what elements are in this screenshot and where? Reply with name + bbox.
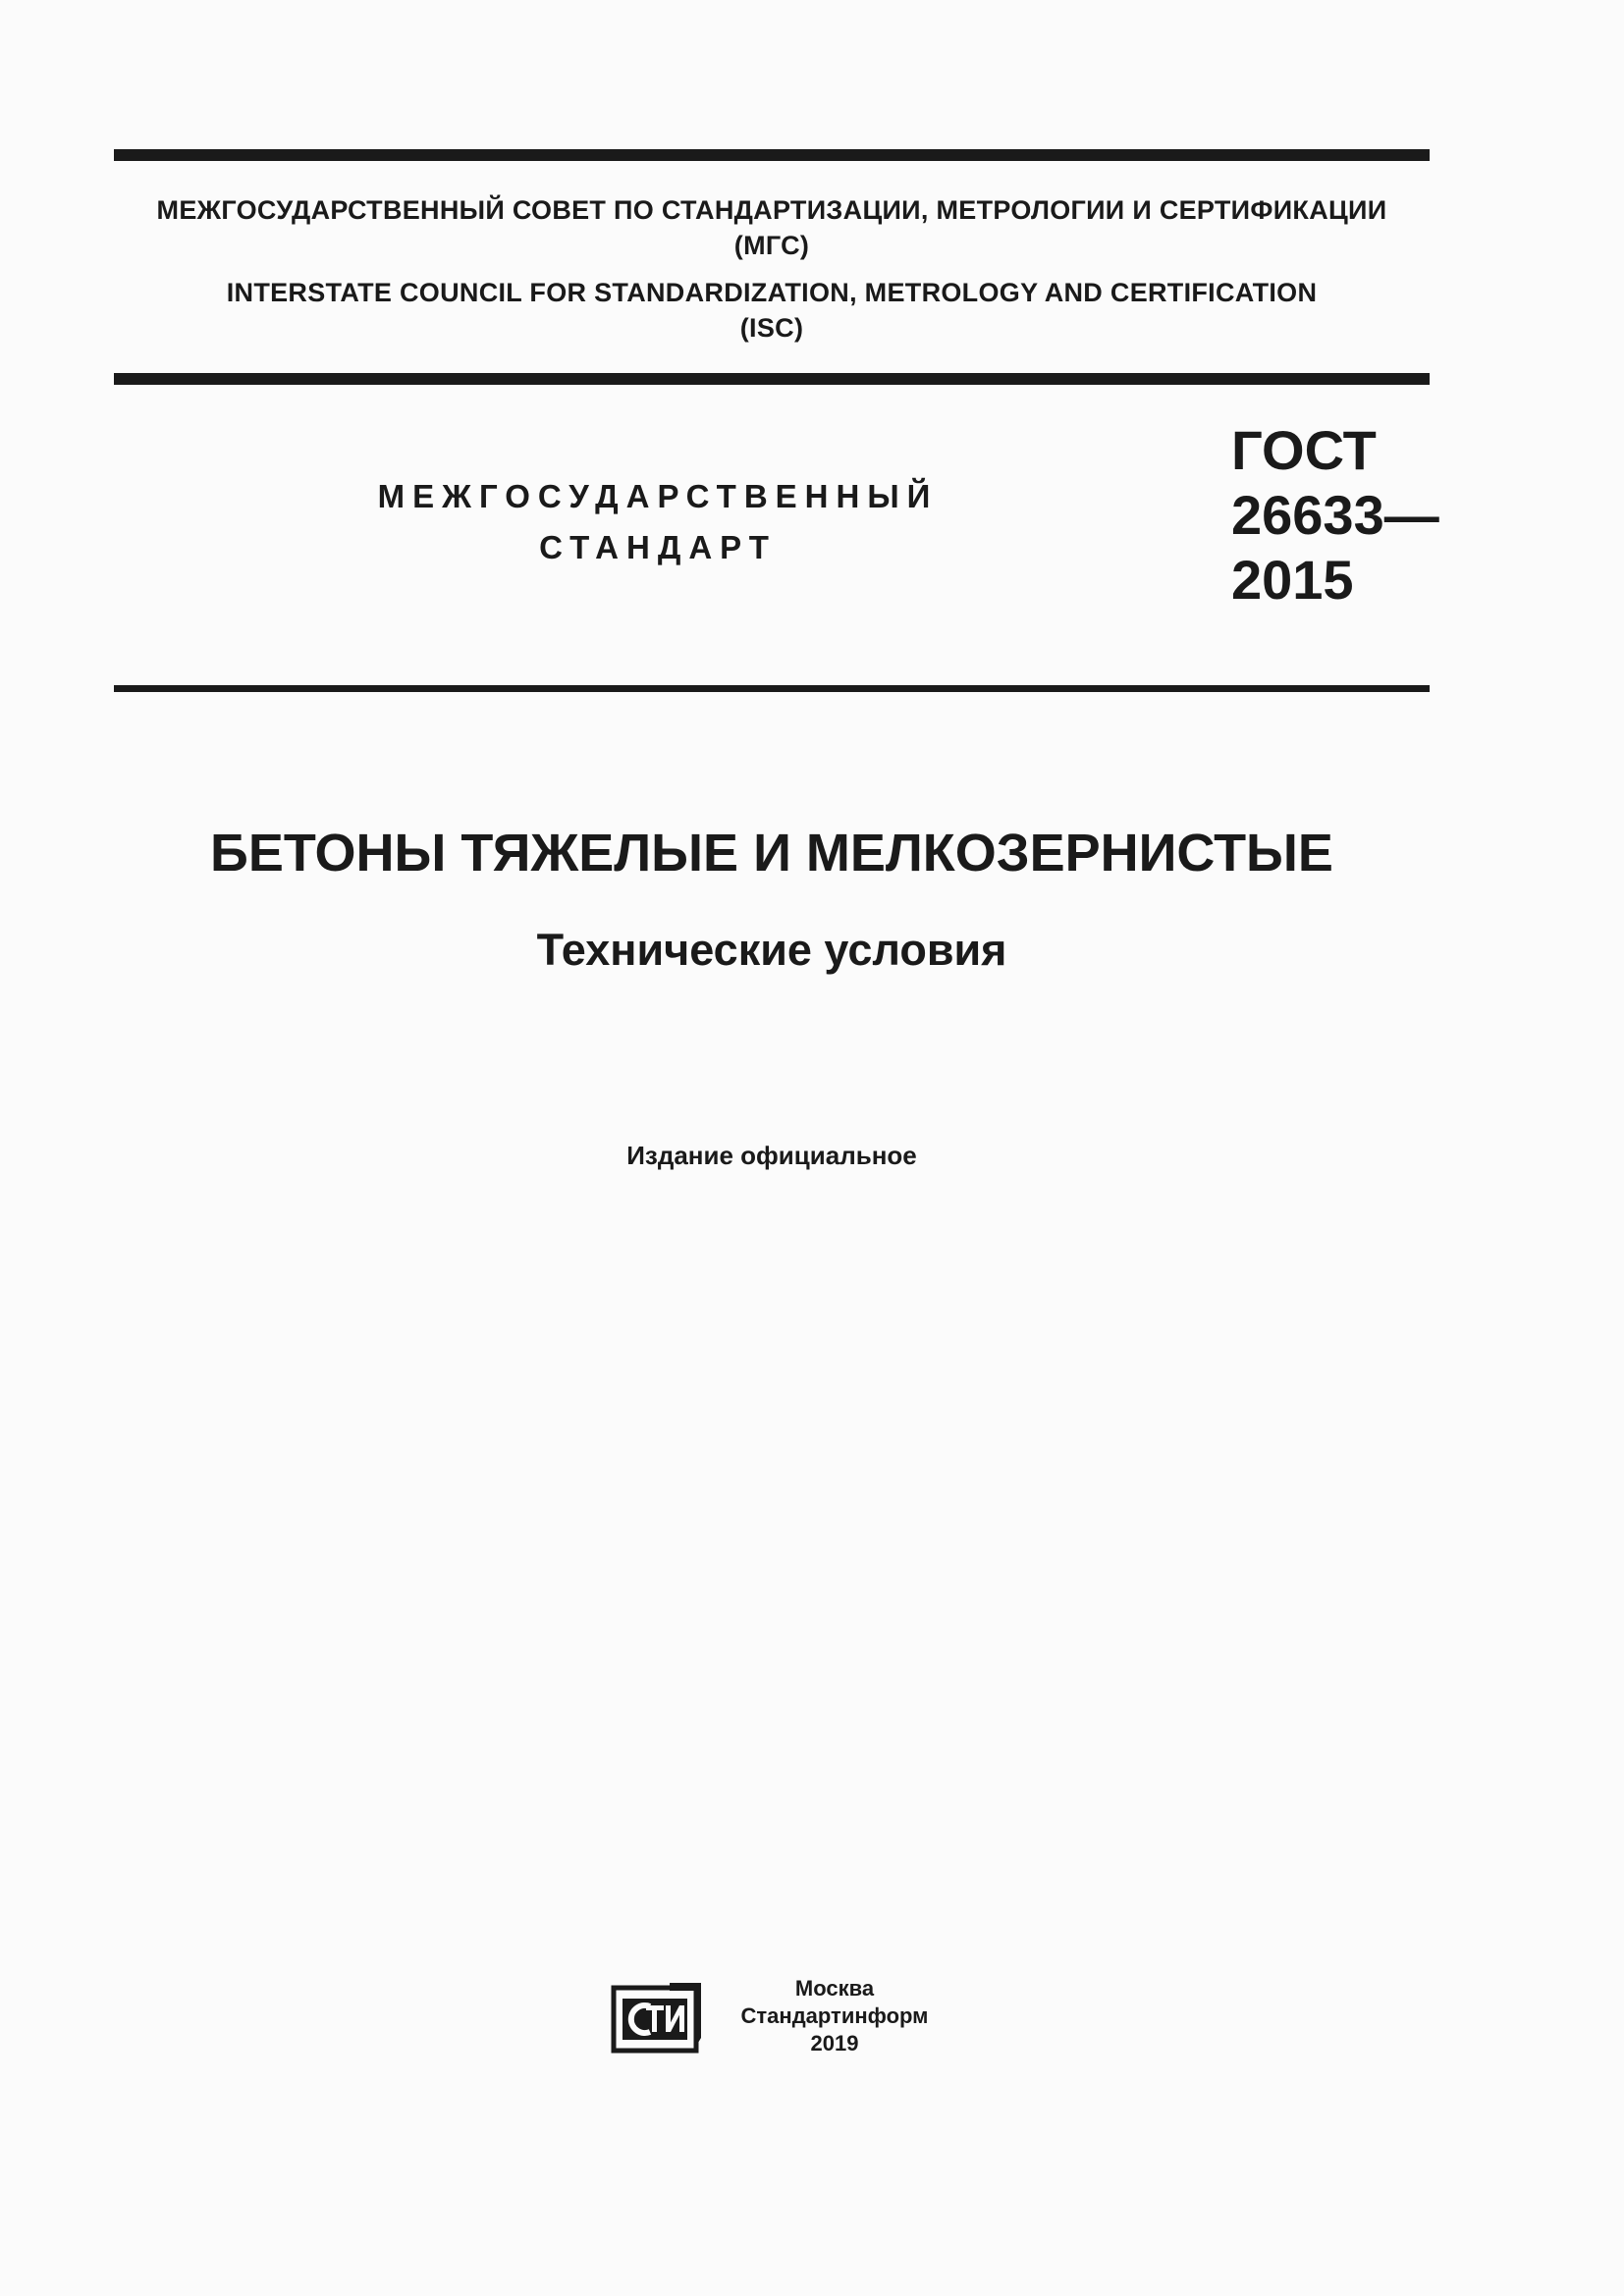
- publisher-name: Стандартинформ: [740, 2003, 929, 2028]
- middle-rule: [114, 373, 1430, 385]
- gost-label: ГОСТ: [1231, 419, 1377, 481]
- top-rule: [114, 149, 1430, 161]
- standard-type-line2: СТАНДАРТ: [539, 529, 777, 565]
- gost-number: 26633—: [1231, 484, 1439, 546]
- council-header: [114, 192, 1430, 346]
- publisher-block: [717, 1975, 952, 2057]
- council-abbr-en: (ISC): [739, 313, 804, 343]
- publisher-city: Москва: [794, 1976, 875, 2001]
- publisher-year: 2019: [810, 2031, 859, 2056]
- document-subtitle: Технические условия: [536, 925, 1007, 975]
- standard-type-line1: МЕЖГОСУДАРСТВЕННЫЙ: [377, 478, 939, 514]
- gost-designation: [1231, 418, 1439, 613]
- council-abbr-ru: (МГС): [733, 231, 810, 260]
- council-name-ru: МЕЖГОСУДАРСТВЕННЫЙ СОВЕТ ПО СТАНДАРТИЗАЦИИ, МЕТРОЛОГИИ И СЕРТИФИКАЦИИ: [156, 195, 1387, 225]
- standard-type: [363, 471, 952, 573]
- gost-year: 2015: [1231, 549, 1354, 611]
- council-name-en: INTERSTATE COUNCIL FOR STANDARDIZATION, METROLOGY AND CERTIFICATION: [226, 278, 1318, 307]
- bottom-rule: [114, 685, 1430, 692]
- document-title: БЕТОНЫ ТЯЖЕЛЫЕ И МЕЛКОЗЕРНИСТЫЕ: [210, 824, 1333, 882]
- edition-note: Издание официальное: [626, 1141, 917, 1170]
- standartinform-logo-icon: [611, 1979, 705, 2054]
